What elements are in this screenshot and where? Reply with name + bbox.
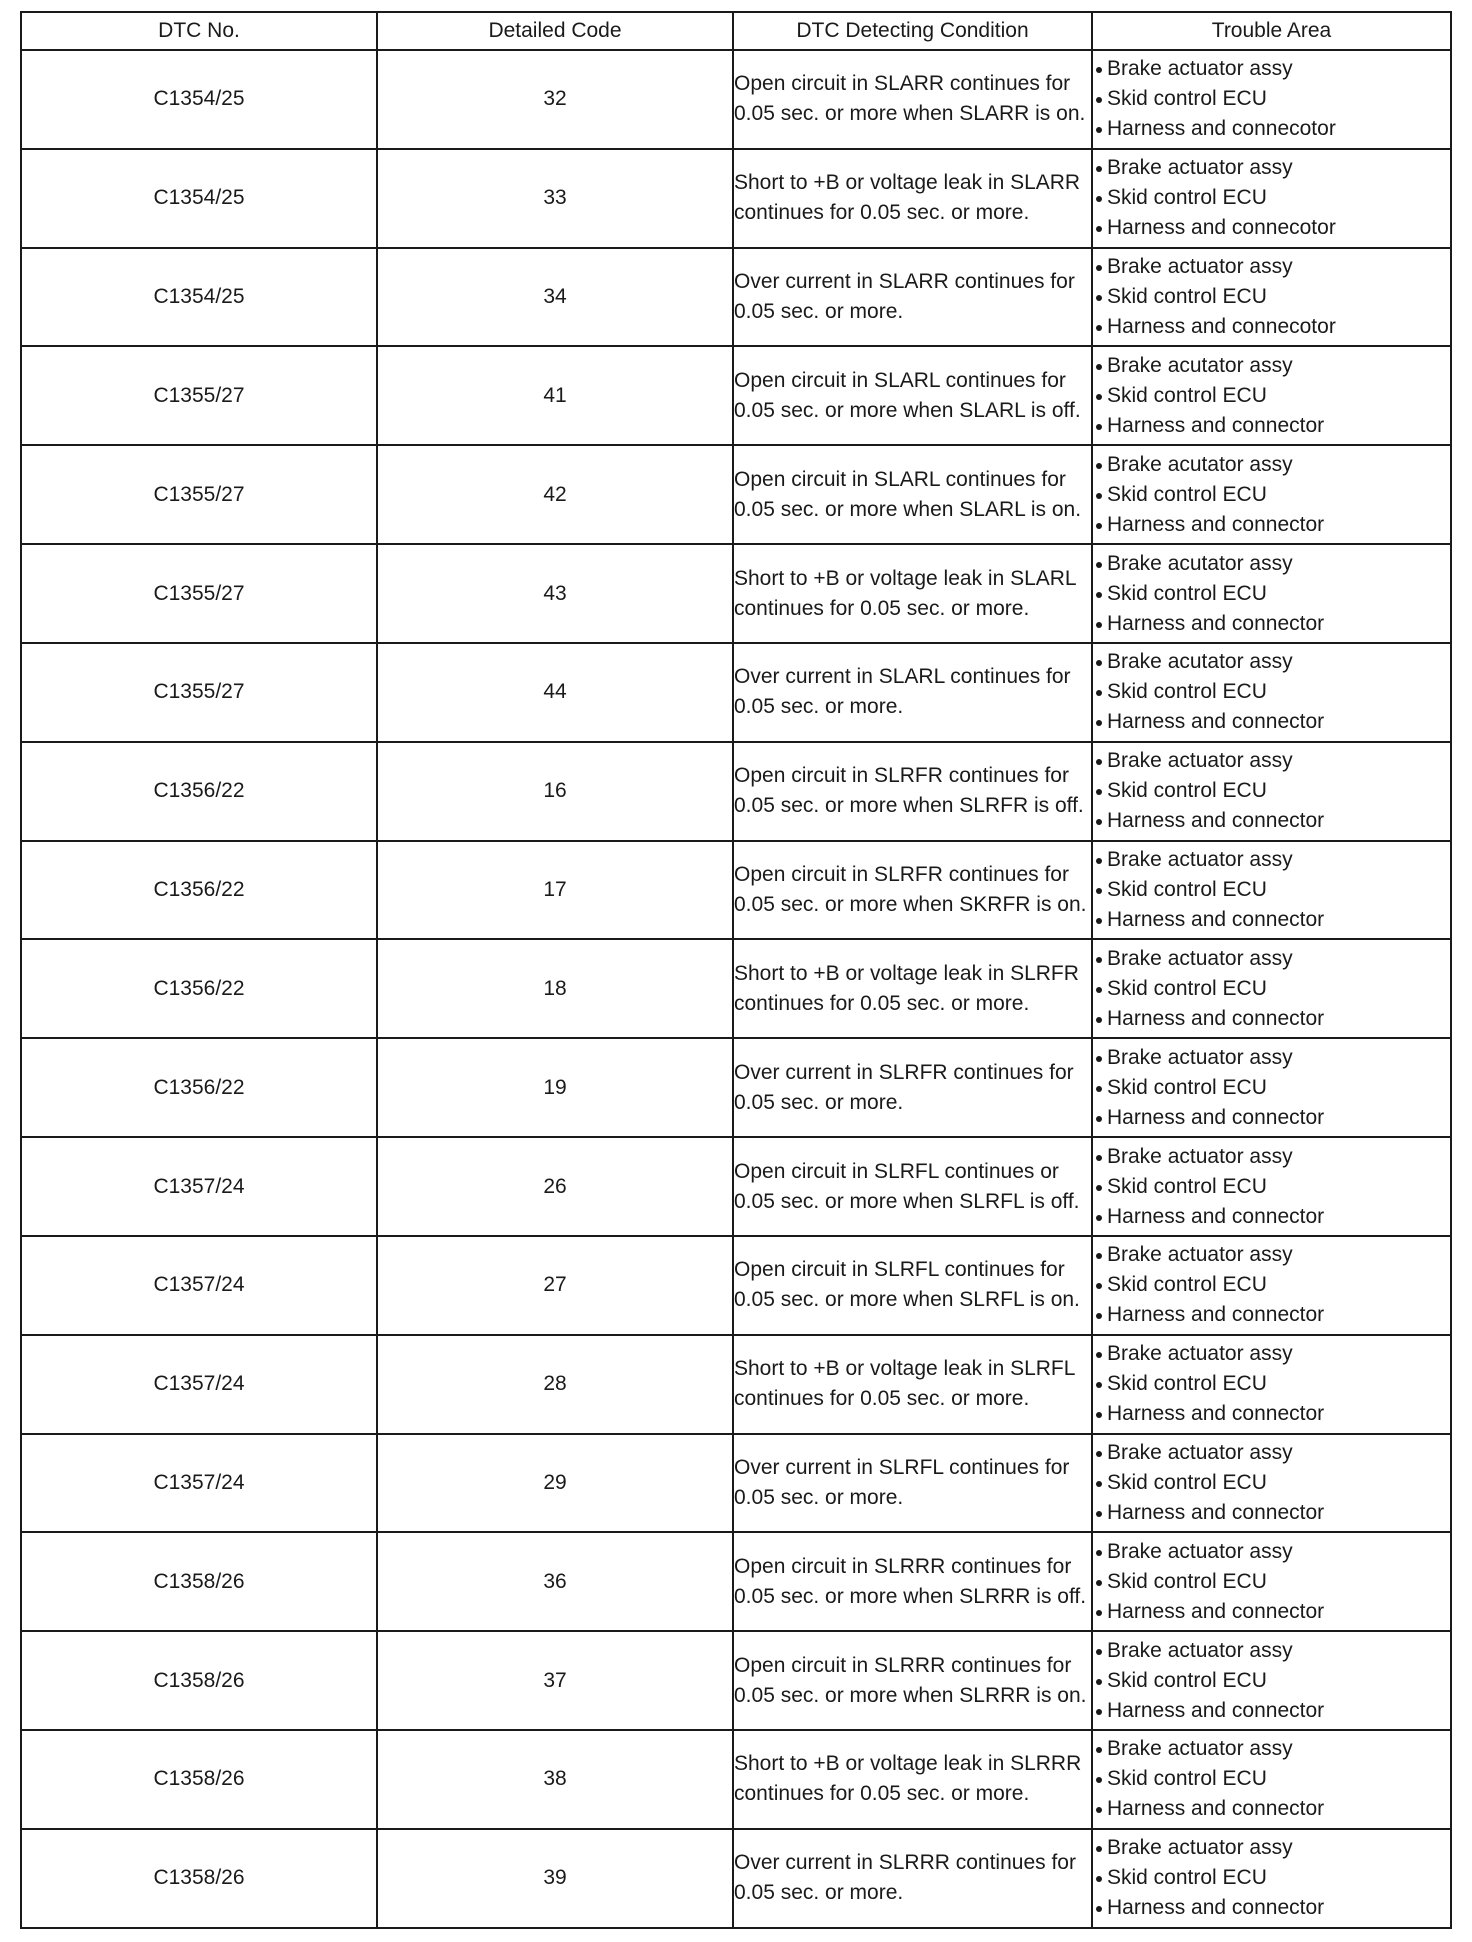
trouble-area-item: Skid control ECU bbox=[1093, 1567, 1450, 1597]
trouble-area-list bbox=[1093, 1240, 1450, 1330]
table-row bbox=[21, 149, 1451, 248]
table-row bbox=[21, 544, 1451, 643]
detailed-code-cell: 42 bbox=[377, 445, 733, 544]
header-detecting-condition: DTC Detecting Condition bbox=[733, 12, 1092, 50]
trouble-area-item: Brake acutator assy bbox=[1093, 450, 1450, 480]
detailed-code-cell: 43 bbox=[377, 544, 733, 643]
trouble-area-item: Brake actuator assy bbox=[1093, 1142, 1450, 1172]
dtc-number-cell: C1354/25 bbox=[21, 50, 377, 149]
trouble-area-cell bbox=[1092, 841, 1451, 940]
trouble-area-list bbox=[1093, 1636, 1450, 1726]
detecting-condition-cell: Open circuit in SLRFR continues for 0.05 sec. or more when SLRFR is off. bbox=[733, 742, 1092, 841]
trouble-area-item: Harness and connector bbox=[1093, 1202, 1450, 1232]
dtc-number-cell: C1355/27 bbox=[21, 643, 377, 742]
trouble-area-item: Brake actuator assy bbox=[1093, 153, 1450, 183]
trouble-area-item: Skid control ECU bbox=[1093, 1369, 1450, 1399]
trouble-area-list bbox=[1093, 1142, 1450, 1232]
trouble-area-item: Skid control ECU bbox=[1093, 1666, 1450, 1696]
table-row bbox=[21, 1829, 1451, 1928]
trouble-area-item: Brake actuator assy bbox=[1093, 1339, 1450, 1369]
table-row bbox=[21, 1038, 1451, 1137]
trouble-area-list bbox=[1093, 252, 1450, 342]
dtc-number-cell: C1354/25 bbox=[21, 248, 377, 347]
trouble-area-item: Skid control ECU bbox=[1093, 1172, 1450, 1202]
trouble-area-item: Skid control ECU bbox=[1093, 1764, 1450, 1794]
detecting-condition-cell: Over current in SLARL continues for 0.05 sec. or more. bbox=[733, 643, 1092, 742]
detecting-condition-cell: Open circuit in SLARL continues for 0.05 sec. or more when SLARL is on. bbox=[733, 445, 1092, 544]
detecting-condition-cell: Short to +B or voltage leak in SLRRR continues for 0.05 sec. or more. bbox=[733, 1730, 1092, 1829]
detailed-code-cell: 38 bbox=[377, 1730, 733, 1829]
trouble-area-item: Brake actuator assy bbox=[1093, 944, 1450, 974]
trouble-area-item: Harness and connector bbox=[1093, 1399, 1450, 1429]
trouble-area-item: Skid control ECU bbox=[1093, 1270, 1450, 1300]
trouble-area-item: Brake actuator assy bbox=[1093, 1438, 1450, 1468]
trouble-area-item: Harness and connector bbox=[1093, 905, 1450, 935]
trouble-area-cell bbox=[1092, 1631, 1451, 1730]
trouble-area-item: Harness and connector bbox=[1093, 806, 1450, 836]
trouble-area-item: Brake acutator assy bbox=[1093, 351, 1450, 381]
trouble-area-list bbox=[1093, 351, 1450, 441]
detailed-code-cell: 34 bbox=[377, 248, 733, 347]
detailed-code-cell: 41 bbox=[377, 346, 733, 445]
trouble-area-item: Brake acutator assy bbox=[1093, 647, 1450, 677]
table-row bbox=[21, 1335, 1451, 1434]
dtc-table bbox=[20, 11, 1452, 1929]
trouble-area-cell bbox=[1092, 1829, 1451, 1928]
detecting-condition-cell: Open circuit in SLARL continues for 0.05 sec. or more when SLARL is off. bbox=[733, 346, 1092, 445]
trouble-area-list bbox=[1093, 153, 1450, 243]
table-row bbox=[21, 50, 1451, 149]
detecting-condition-cell: Open circuit in SLARR continues for 0.05 sec. or more when SLARR is on. bbox=[733, 50, 1092, 149]
table-row bbox=[21, 841, 1451, 940]
table-row bbox=[21, 445, 1451, 544]
detecting-condition-cell: Open circuit in SLRFR continues for 0.05 sec. or more when SKRFR is on. bbox=[733, 841, 1092, 940]
trouble-area-cell bbox=[1092, 1335, 1451, 1434]
trouble-area-item: Harness and connector bbox=[1093, 411, 1450, 441]
table-header bbox=[21, 12, 1451, 50]
trouble-area-list bbox=[1093, 549, 1450, 639]
detecting-condition-cell: Open circuit in SLRRR continues for 0.05 sec. or more when SLRRR is off. bbox=[733, 1532, 1092, 1631]
table-row bbox=[21, 1730, 1451, 1829]
trouble-area-item: Brake actuator assy bbox=[1093, 746, 1450, 776]
dtc-number-cell: C1358/26 bbox=[21, 1829, 377, 1928]
trouble-area-cell bbox=[1092, 1236, 1451, 1335]
dtc-number-cell: C1358/26 bbox=[21, 1631, 377, 1730]
detecting-condition-cell: Over current in SLRFR continues for 0.05 sec. or more. bbox=[733, 1038, 1092, 1137]
trouble-area-item: Skid control ECU bbox=[1093, 84, 1450, 114]
dtc-number-cell: C1358/26 bbox=[21, 1532, 377, 1631]
trouble-area-cell bbox=[1092, 149, 1451, 248]
dtc-number-cell: C1356/22 bbox=[21, 939, 377, 1038]
trouble-area-item: Harness and connector bbox=[1093, 1103, 1450, 1133]
trouble-area-list bbox=[1093, 54, 1450, 144]
detecting-condition-cell: Open circuit in SLRFL continues or 0.05 sec. or more when SLRFL is off. bbox=[733, 1137, 1092, 1236]
detecting-condition-cell: Over current in SLRFL continues for 0.05 sec. or more. bbox=[733, 1434, 1092, 1533]
trouble-area-cell bbox=[1092, 544, 1451, 643]
trouble-area-list bbox=[1093, 450, 1450, 540]
detailed-code-cell: 44 bbox=[377, 643, 733, 742]
trouble-area-item: Harness and connector bbox=[1093, 1597, 1450, 1627]
trouble-area-item: Brake actuator assy bbox=[1093, 1240, 1450, 1270]
dtc-number-cell: C1355/27 bbox=[21, 544, 377, 643]
dtc-number-cell: C1357/24 bbox=[21, 1335, 377, 1434]
trouble-area-item: Brake actuator assy bbox=[1093, 845, 1450, 875]
table-row bbox=[21, 1631, 1451, 1730]
trouble-area-list bbox=[1093, 1734, 1450, 1824]
detailed-code-cell: 19 bbox=[377, 1038, 733, 1137]
trouble-area-item: Skid control ECU bbox=[1093, 1468, 1450, 1498]
detailed-code-cell: 37 bbox=[377, 1631, 733, 1730]
table-row bbox=[21, 1434, 1451, 1533]
header-dtc-no: DTC No. bbox=[21, 12, 377, 50]
trouble-area-item: Brake acutator assy bbox=[1093, 549, 1450, 579]
detailed-code-cell: 16 bbox=[377, 742, 733, 841]
trouble-area-item: Harness and connector bbox=[1093, 1696, 1450, 1726]
trouble-area-item: Harness and connector bbox=[1093, 1794, 1450, 1824]
detailed-code-cell: 29 bbox=[377, 1434, 733, 1533]
header-row bbox=[21, 12, 1451, 50]
trouble-area-item: Skid control ECU bbox=[1093, 1073, 1450, 1103]
dtc-number-cell: C1355/27 bbox=[21, 346, 377, 445]
table-row bbox=[21, 248, 1451, 347]
trouble-area-item: Brake actuator assy bbox=[1093, 1043, 1450, 1073]
dtc-number-cell: C1356/22 bbox=[21, 841, 377, 940]
trouble-area-item: Skid control ECU bbox=[1093, 677, 1450, 707]
header-trouble-area: Trouble Area bbox=[1092, 12, 1451, 50]
table-row bbox=[21, 939, 1451, 1038]
trouble-area-cell bbox=[1092, 742, 1451, 841]
detecting-condition-cell: Over current in SLRRR continues for 0.05 sec. or more. bbox=[733, 1829, 1092, 1928]
detailed-code-cell: 32 bbox=[377, 50, 733, 149]
detailed-code-cell: 18 bbox=[377, 939, 733, 1038]
trouble-area-list bbox=[1093, 944, 1450, 1034]
detecting-condition-cell: Short to +B or voltage leak in SLARR continues for 0.05 sec. or more. bbox=[733, 149, 1092, 248]
header-detailed-code: Detailed Code bbox=[377, 12, 733, 50]
detailed-code-cell: 17 bbox=[377, 841, 733, 940]
detecting-condition-cell: Short to +B or voltage leak in SLRFR continues for 0.05 sec. or more. bbox=[733, 939, 1092, 1038]
detailed-code-cell: 33 bbox=[377, 149, 733, 248]
trouble-area-cell bbox=[1092, 1137, 1451, 1236]
detecting-condition-cell: Over current in SLARR continues for 0.05 sec. or more. bbox=[733, 248, 1092, 347]
trouble-area-item: Harness and connector bbox=[1093, 510, 1450, 540]
trouble-area-item: Skid control ECU bbox=[1093, 974, 1450, 1004]
dtc-number-cell: C1358/26 bbox=[21, 1730, 377, 1829]
trouble-area-item: Harness and connector bbox=[1093, 1004, 1450, 1034]
trouble-area-list bbox=[1093, 1438, 1450, 1528]
table-row bbox=[21, 346, 1451, 445]
trouble-area-cell bbox=[1092, 1434, 1451, 1533]
dtc-number-cell: C1355/27 bbox=[21, 445, 377, 544]
trouble-area-item: Brake actuator assy bbox=[1093, 1833, 1450, 1863]
trouble-area-cell bbox=[1092, 1532, 1451, 1631]
detailed-code-cell: 36 bbox=[377, 1532, 733, 1631]
trouble-area-item: Brake actuator assy bbox=[1093, 1636, 1450, 1666]
dtc-number-cell: C1356/22 bbox=[21, 742, 377, 841]
trouble-area-item: Harness and connector bbox=[1093, 1498, 1450, 1528]
table-row bbox=[21, 742, 1451, 841]
trouble-area-list bbox=[1093, 1339, 1450, 1429]
trouble-area-item: Skid control ECU bbox=[1093, 1863, 1450, 1893]
trouble-area-list bbox=[1093, 1537, 1450, 1627]
trouble-area-cell bbox=[1092, 1730, 1451, 1829]
trouble-area-item: Skid control ECU bbox=[1093, 875, 1450, 905]
dtc-number-cell: C1354/25 bbox=[21, 149, 377, 248]
dtc-number-cell: C1356/22 bbox=[21, 1038, 377, 1137]
detailed-code-cell: 39 bbox=[377, 1829, 733, 1928]
trouble-area-item: Brake actuator assy bbox=[1093, 1537, 1450, 1567]
detecting-condition-cell: Open circuit in SLRFL continues for 0.05 sec. or more when SLRFL is on. bbox=[733, 1236, 1092, 1335]
trouble-area-cell bbox=[1092, 248, 1451, 347]
trouble-area-item: Brake actuator assy bbox=[1093, 252, 1450, 282]
table-row bbox=[21, 1532, 1451, 1631]
detecting-condition-cell: Open circuit in SLRRR continues for 0.05 sec. or more when SLRRR is on. bbox=[733, 1631, 1092, 1730]
trouble-area-cell bbox=[1092, 643, 1451, 742]
trouble-area-item: Skid control ECU bbox=[1093, 480, 1450, 510]
trouble-area-item: Skid control ECU bbox=[1093, 282, 1450, 312]
trouble-area-item: Brake actuator assy bbox=[1093, 54, 1450, 84]
table-row bbox=[21, 1236, 1451, 1335]
table-row bbox=[21, 1137, 1451, 1236]
trouble-area-list bbox=[1093, 746, 1450, 836]
trouble-area-item: Skid control ECU bbox=[1093, 776, 1450, 806]
detecting-condition-cell: Short to +B or voltage leak in SLARL continues for 0.05 sec. or more. bbox=[733, 544, 1092, 643]
dtc-number-cell: C1357/24 bbox=[21, 1434, 377, 1533]
trouble-area-list bbox=[1093, 845, 1450, 935]
trouble-area-item: Skid control ECU bbox=[1093, 183, 1450, 213]
detailed-code-cell: 26 bbox=[377, 1137, 733, 1236]
trouble-area-cell bbox=[1092, 346, 1451, 445]
trouble-area-cell bbox=[1092, 1038, 1451, 1137]
trouble-area-cell bbox=[1092, 50, 1451, 149]
trouble-area-list bbox=[1093, 1833, 1450, 1923]
detailed-code-cell: 28 bbox=[377, 1335, 733, 1434]
detailed-code-cell: 27 bbox=[377, 1236, 733, 1335]
trouble-area-item: Harness and connecotor bbox=[1093, 213, 1450, 243]
dtc-number-cell: C1357/24 bbox=[21, 1236, 377, 1335]
trouble-area-list bbox=[1093, 1043, 1450, 1133]
trouble-area-item: Harness and connecotor bbox=[1093, 312, 1450, 342]
dtc-number-cell: C1357/24 bbox=[21, 1137, 377, 1236]
detecting-condition-cell: Short to +B or voltage leak in SLRFL continues for 0.05 sec. or more. bbox=[733, 1335, 1092, 1434]
table-body bbox=[21, 50, 1451, 1928]
trouble-area-item: Harness and connector bbox=[1093, 707, 1450, 737]
trouble-area-item: Harness and connector bbox=[1093, 609, 1450, 639]
trouble-area-item: Harness and connector bbox=[1093, 1893, 1450, 1923]
trouble-area-item: Harness and connector bbox=[1093, 1300, 1450, 1330]
trouble-area-item: Harness and connecotor bbox=[1093, 114, 1450, 144]
trouble-area-item: Skid control ECU bbox=[1093, 381, 1450, 411]
trouble-area-item: Skid control ECU bbox=[1093, 579, 1450, 609]
trouble-area-cell bbox=[1092, 445, 1451, 544]
trouble-area-list bbox=[1093, 647, 1450, 737]
table-row bbox=[21, 643, 1451, 742]
trouble-area-item: Brake actuator assy bbox=[1093, 1734, 1450, 1764]
trouble-area-cell bbox=[1092, 939, 1451, 1038]
